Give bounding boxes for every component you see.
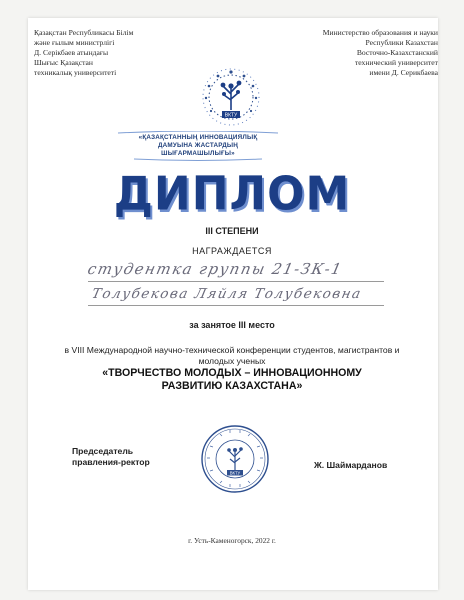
recipient-name: Толубекова Ляйля Толубековна (90, 286, 364, 302)
signatory-position-line: правления-ректор (72, 457, 150, 467)
place-and-date: г. Усть-Каменогорск, 2022 г. (188, 536, 276, 545)
recipient-name-underline (88, 305, 384, 306)
slogan-line: ШЫҒАРМАШЫЛЫҒЫ» (161, 150, 235, 157)
header-russian-line: Министерство образования и науки (322, 28, 438, 37)
conference-title (60, 367, 404, 392)
header-russian (308, 28, 438, 78)
header-kazakh-line: техникалық университеті (34, 68, 117, 77)
slogan (118, 134, 278, 158)
signatory-position-line: Председатель (72, 446, 134, 456)
place-label: за занятое III место (189, 320, 275, 330)
official-seal-icon (200, 424, 270, 494)
header-russian-line: Восточно-Казахстанский (356, 48, 438, 57)
conference-intro: в VIII Международной научно-технической конференции студентов, магистрантов и молодых ученых (64, 345, 400, 366)
slogan-line: «ҚАЗАҚСТАННЫҢ ИННОВАЦИЯЛЫҚ (138, 134, 258, 141)
diploma-title: ДИПЛОМ (113, 167, 351, 222)
conference-title-line: «ТВОРЧЕСТВО МОЛОДЫХ – ИННОВАЦИОННОМУ (102, 367, 362, 379)
header-russian-line: технический университет (354, 58, 438, 67)
awarded-label: НАГРАЖДАЕТСЯ (192, 246, 272, 256)
conference-title-line: РАЗВИТИЮ КАЗАХСТАНА» (161, 379, 303, 392)
header-kazakh-line: Д. Серікбаев атындағы (34, 48, 109, 57)
header-kazakh-line: Қазақстан Республикасы Білім (34, 28, 134, 37)
degree-label: III СТЕПЕНИ (205, 226, 259, 236)
emblem-label: ВКТУ (224, 112, 238, 119)
header-kazakh-line: Шығыс Қазақстан (34, 58, 93, 67)
seal-label: ВКТУ (229, 470, 241, 476)
recipient-underline (88, 281, 384, 282)
slogan-line: ДАМУЫНА ЖАСТАРДЫҢ (157, 142, 239, 149)
signatory-name: Ж. Шаймарданов (314, 460, 388, 470)
header-russian-line: имени Д. Серикбаева (369, 68, 438, 77)
header-kazakh (34, 28, 174, 78)
signatory-position (72, 446, 150, 468)
recipient-group: студентка группы 21-ЗК-1 (86, 260, 345, 278)
university-emblem-icon (196, 62, 266, 132)
header-russian-line: Республики Казахстан (365, 38, 438, 47)
header-kazakh-line: және ғылым министрлігі (34, 38, 115, 47)
